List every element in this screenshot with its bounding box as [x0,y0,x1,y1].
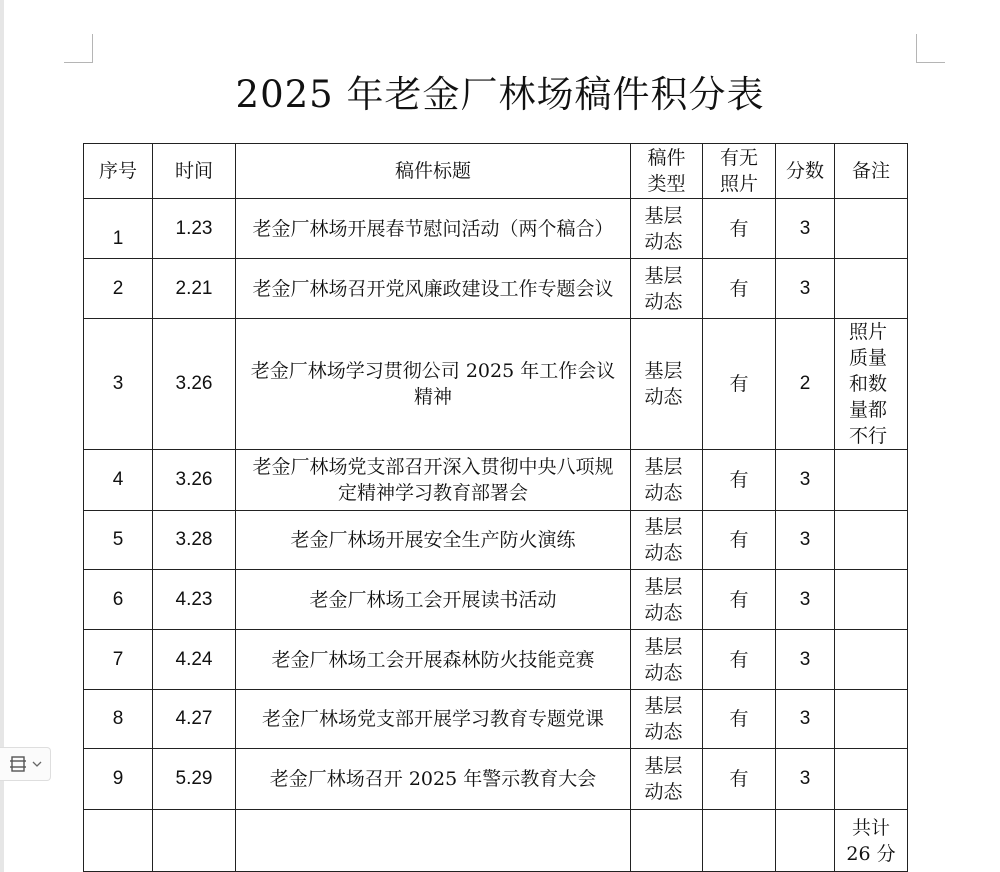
row-index[interactable]: 2 [84,259,153,319]
row-title[interactable]: 老金厂林场党支部开展学习教育专题党课 [236,690,631,749]
header-type-cell[interactable] [631,144,703,199]
row-photo[interactable]: 有 [703,630,776,690]
row-type-cell[interactable] [631,690,703,749]
row-note[interactable] [835,570,908,630]
row-score[interactable]: 3 [776,450,835,511]
row-photo[interactable]: 有 [703,319,776,450]
row-photo[interactable]: 有 [703,749,776,810]
total-empty-type[interactable] [631,810,703,872]
row-type: 基层动态 [644,204,683,253]
row-note[interactable] [835,259,908,319]
header-type: 稿件类型 [647,147,686,195]
row-score[interactable]: 3 [776,749,835,810]
row-note[interactable] [835,511,908,570]
row-score[interactable]: 3 [776,570,835,630]
row-time[interactable]: 4.24 [153,630,236,690]
row-title[interactable]: 老金厂林场工会开展读书活动 [236,570,631,630]
header-photo-cell[interactable] [703,144,776,199]
row-note[interactable] [835,199,908,259]
row-index[interactable]: 7 [84,630,153,690]
table-total-row [84,810,908,872]
row-type: 基层动态 [644,695,683,743]
row-title[interactable]: 老金厂林场开展安全生产防火演练 [236,511,631,570]
row-type: 基层动态 [644,456,683,504]
row-note[interactable] [835,690,908,749]
row-photo[interactable]: 有 [703,259,776,319]
row-type-cell[interactable] [631,570,703,630]
score-table[interactable] [83,143,908,872]
row-note[interactable] [835,749,908,810]
row-type: 基层动态 [644,755,683,803]
header-score[interactable]: 分数 [776,144,835,199]
table-row [84,259,908,319]
table-row [84,690,908,749]
table-row [84,570,908,630]
row-title: 老金厂林场召开党风廉政建设工作专题会议 [252,277,614,300]
row-note: 照片质量和数量都不行 [849,321,888,447]
header-article-title[interactable]: 稿件标题 [236,144,631,199]
row-time[interactable]: 3.26 [153,450,236,511]
row-index[interactable]: 9 [84,749,153,810]
row-index[interactable]: 6 [84,570,153,630]
row-time[interactable]: 3.28 [153,511,236,570]
row-title-cell[interactable] [236,259,631,319]
row-type: 基层动态 [644,516,683,564]
row-index[interactable]: 4 [84,450,153,511]
row-type-cell[interactable] [631,259,703,319]
page-gutter [0,0,4,872]
table-row [84,199,908,259]
total-empty-score[interactable] [776,810,835,872]
table-row [84,630,908,690]
row-type: 基层动态 [644,635,683,684]
row-title[interactable]: 老金厂林场召开 2025 年警示教育大会 [236,749,631,810]
row-index[interactable]: 5 [84,511,153,570]
paragraph-format-button[interactable] [0,747,51,781]
row-time[interactable]: 1.23 [153,199,236,259]
row-type-cell[interactable] [631,319,703,450]
header-note[interactable]: 备注 [835,144,908,199]
row-title: 老金厂林场党支部召开深入贯彻中央八项规定精神学习教育部署会 [252,456,614,504]
header-time[interactable]: 时间 [153,144,236,199]
row-type-cell[interactable] [631,450,703,511]
total-empty-title[interactable] [236,810,631,872]
row-time[interactable]: 5.29 [153,749,236,810]
header-index[interactable]: 序号 [84,144,153,199]
row-title: 老金厂林场学习贯彻公司 2025 年工作会议精神 [250,360,616,408]
total-cell[interactable] [835,810,908,872]
row-type: 基层动态 [644,360,683,408]
row-index[interactable]: 1 [84,199,153,259]
row-type-cell[interactable] [631,199,703,259]
table-row [84,749,908,810]
row-type: 基层动态 [644,264,683,313]
row-photo[interactable]: 有 [703,570,776,630]
crop-mark-top-right [916,34,945,63]
row-time[interactable]: 4.23 [153,570,236,630]
table-header-row [84,144,908,199]
row-type: 基层动态 [644,575,683,624]
chevron-down-icon [32,759,42,769]
table-row [84,511,908,570]
list-format-icon [8,754,28,774]
row-time[interactable]: 4.27 [153,690,236,749]
row-note-cell[interactable] [835,319,908,450]
total-empty-index[interactable] [84,810,153,872]
row-title-cell[interactable] [236,450,631,511]
row-time[interactable]: 3.26 [153,319,236,450]
row-type-cell[interactable] [631,630,703,690]
row-index[interactable]: 3 [84,319,153,450]
row-note[interactable] [835,450,908,511]
row-title[interactable]: 老金厂林场工会开展森林防火技能竞赛 [236,630,631,690]
row-type-cell[interactable] [631,511,703,570]
crop-mark-top-left [64,34,93,63]
table-row [84,319,908,450]
row-score[interactable]: 2 [776,319,835,450]
row-title[interactable]: 老金厂林场开展春节慰问活动（两个稿合） [236,199,631,259]
row-score[interactable]: 3 [776,690,835,749]
row-note[interactable] [835,630,908,690]
row-index[interactable]: 8 [84,690,153,749]
document-title[interactable]: 2025 年老金厂林场稿件积分表 [235,73,765,116]
row-photo[interactable]: 有 [703,511,776,570]
row-score[interactable]: 3 [776,199,835,259]
header-photo: 有无照片 [719,147,758,195]
row-score[interactable]: 3 [776,511,835,570]
total-score: 共计 26 分 [846,816,896,865]
row-type-cell[interactable] [631,749,703,810]
table-row [84,450,908,511]
row-time[interactable]: 2.21 [153,259,236,319]
row-photo[interactable]: 有 [703,450,776,511]
row-photo[interactable]: 有 [703,690,776,749]
row-title-cell[interactable] [236,319,631,450]
row-score[interactable]: 3 [776,259,835,319]
total-empty-photo[interactable] [703,810,776,872]
row-score[interactable]: 3 [776,630,835,690]
total-empty-time[interactable] [153,810,236,872]
row-photo[interactable]: 有 [703,199,776,259]
